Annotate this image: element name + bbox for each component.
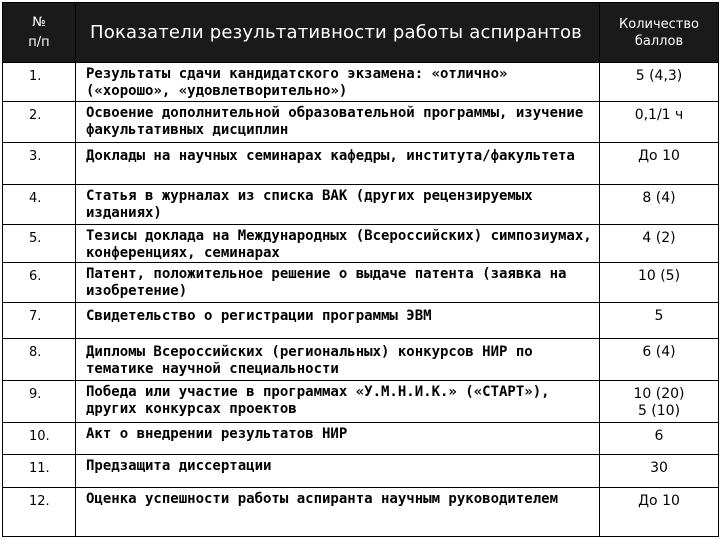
row-indicator: Патент, положительное решение о выдаче патента (заявка на изобретение) [76, 263, 600, 303]
header-score-label: Количество [619, 16, 699, 32]
row-number: 4. [3, 185, 76, 225]
header-number-cell [3, 3, 76, 63]
row-score: 6 [600, 423, 719, 455]
row-score: 8 (4) [600, 185, 719, 225]
row-score: 5 [600, 303, 719, 339]
table-row [3, 225, 719, 263]
row-score: До 10 [600, 143, 719, 185]
header-number-label: № [32, 14, 46, 30]
row-indicator: Освоение дополнительной образовательной программы, изучение факультативных дисциплин [76, 102, 600, 143]
row-number: 12. [3, 488, 76, 537]
row-indicator: Оценка успешности работы аспиранта научным руководителем [76, 488, 600, 537]
row-score: 4 (2) [600, 225, 719, 263]
table-row [3, 185, 719, 225]
header-score-sublabel: баллов [634, 33, 684, 49]
table-row [3, 143, 719, 185]
row-indicator: Акт о внедрении результатов НИР [76, 423, 600, 455]
header-title-cell [76, 3, 600, 63]
row-score: 30 [600, 455, 719, 488]
row-indicator: Предзащита диссертации [76, 455, 600, 488]
page-title: Показатели результативности работы аспирантов [90, 22, 582, 43]
table-row [3, 488, 719, 537]
header-row [3, 3, 719, 63]
header-number-sublabel: п/п [28, 34, 50, 50]
row-number: 7. [3, 303, 76, 339]
row-number: 8. [3, 339, 76, 381]
table-row [3, 339, 719, 381]
row-number: 6. [3, 263, 76, 303]
row-score: До 10 [600, 488, 719, 537]
row-number: 11. [3, 455, 76, 488]
row-number: 5. [3, 225, 76, 263]
row-indicator: Тезисы доклада на Международных (Всероссийских) симпозиумах, конференциях, семинарах [76, 225, 600, 263]
results-table [2, 2, 719, 537]
table-row [3, 381, 719, 423]
table-row [3, 303, 719, 339]
row-indicator: Доклады на научных семинарах кафедры, института/факультета [76, 143, 600, 185]
row-number: 1. [3, 63, 76, 102]
row-score: 10 (5) [600, 263, 719, 303]
row-indicator: Результаты сдачи кандидатского экзамена: «отлично» («хорошо», «удовлетворительно») [76, 63, 600, 102]
row-number: 10. [3, 423, 76, 455]
row-score: 6 (4) [600, 339, 719, 381]
row-score: 0,1/1 ч [600, 102, 719, 143]
row-indicator: Статья в журналах из списка ВАК (других рецензируемых изданиях) [76, 185, 600, 225]
table-row [3, 455, 719, 488]
row-score-cell [600, 381, 719, 423]
table-row [3, 102, 719, 143]
row-score-secondary: 5 (10) [637, 403, 681, 419]
table-row [3, 63, 719, 102]
table-row [3, 423, 719, 455]
header-score-cell [600, 3, 719, 63]
row-indicator: Дипломы Всероссийских (региональных) конкурсов НИР по тематике научной специальности [76, 339, 600, 381]
row-score: 5 (4,3) [600, 63, 719, 102]
table-row [3, 263, 719, 303]
row-number: 3. [3, 143, 76, 185]
row-indicator: Свидетельство о регистрации программы ЭВМ [76, 303, 600, 339]
row-number: 9. [3, 381, 76, 423]
row-indicator: Победа или участие в программах «У.М.Н.И.К.» («СТАРТ»), других конкурсах проектов [76, 381, 600, 423]
row-number: 2. [3, 102, 76, 143]
row-score: 10 (20) [633, 386, 685, 402]
